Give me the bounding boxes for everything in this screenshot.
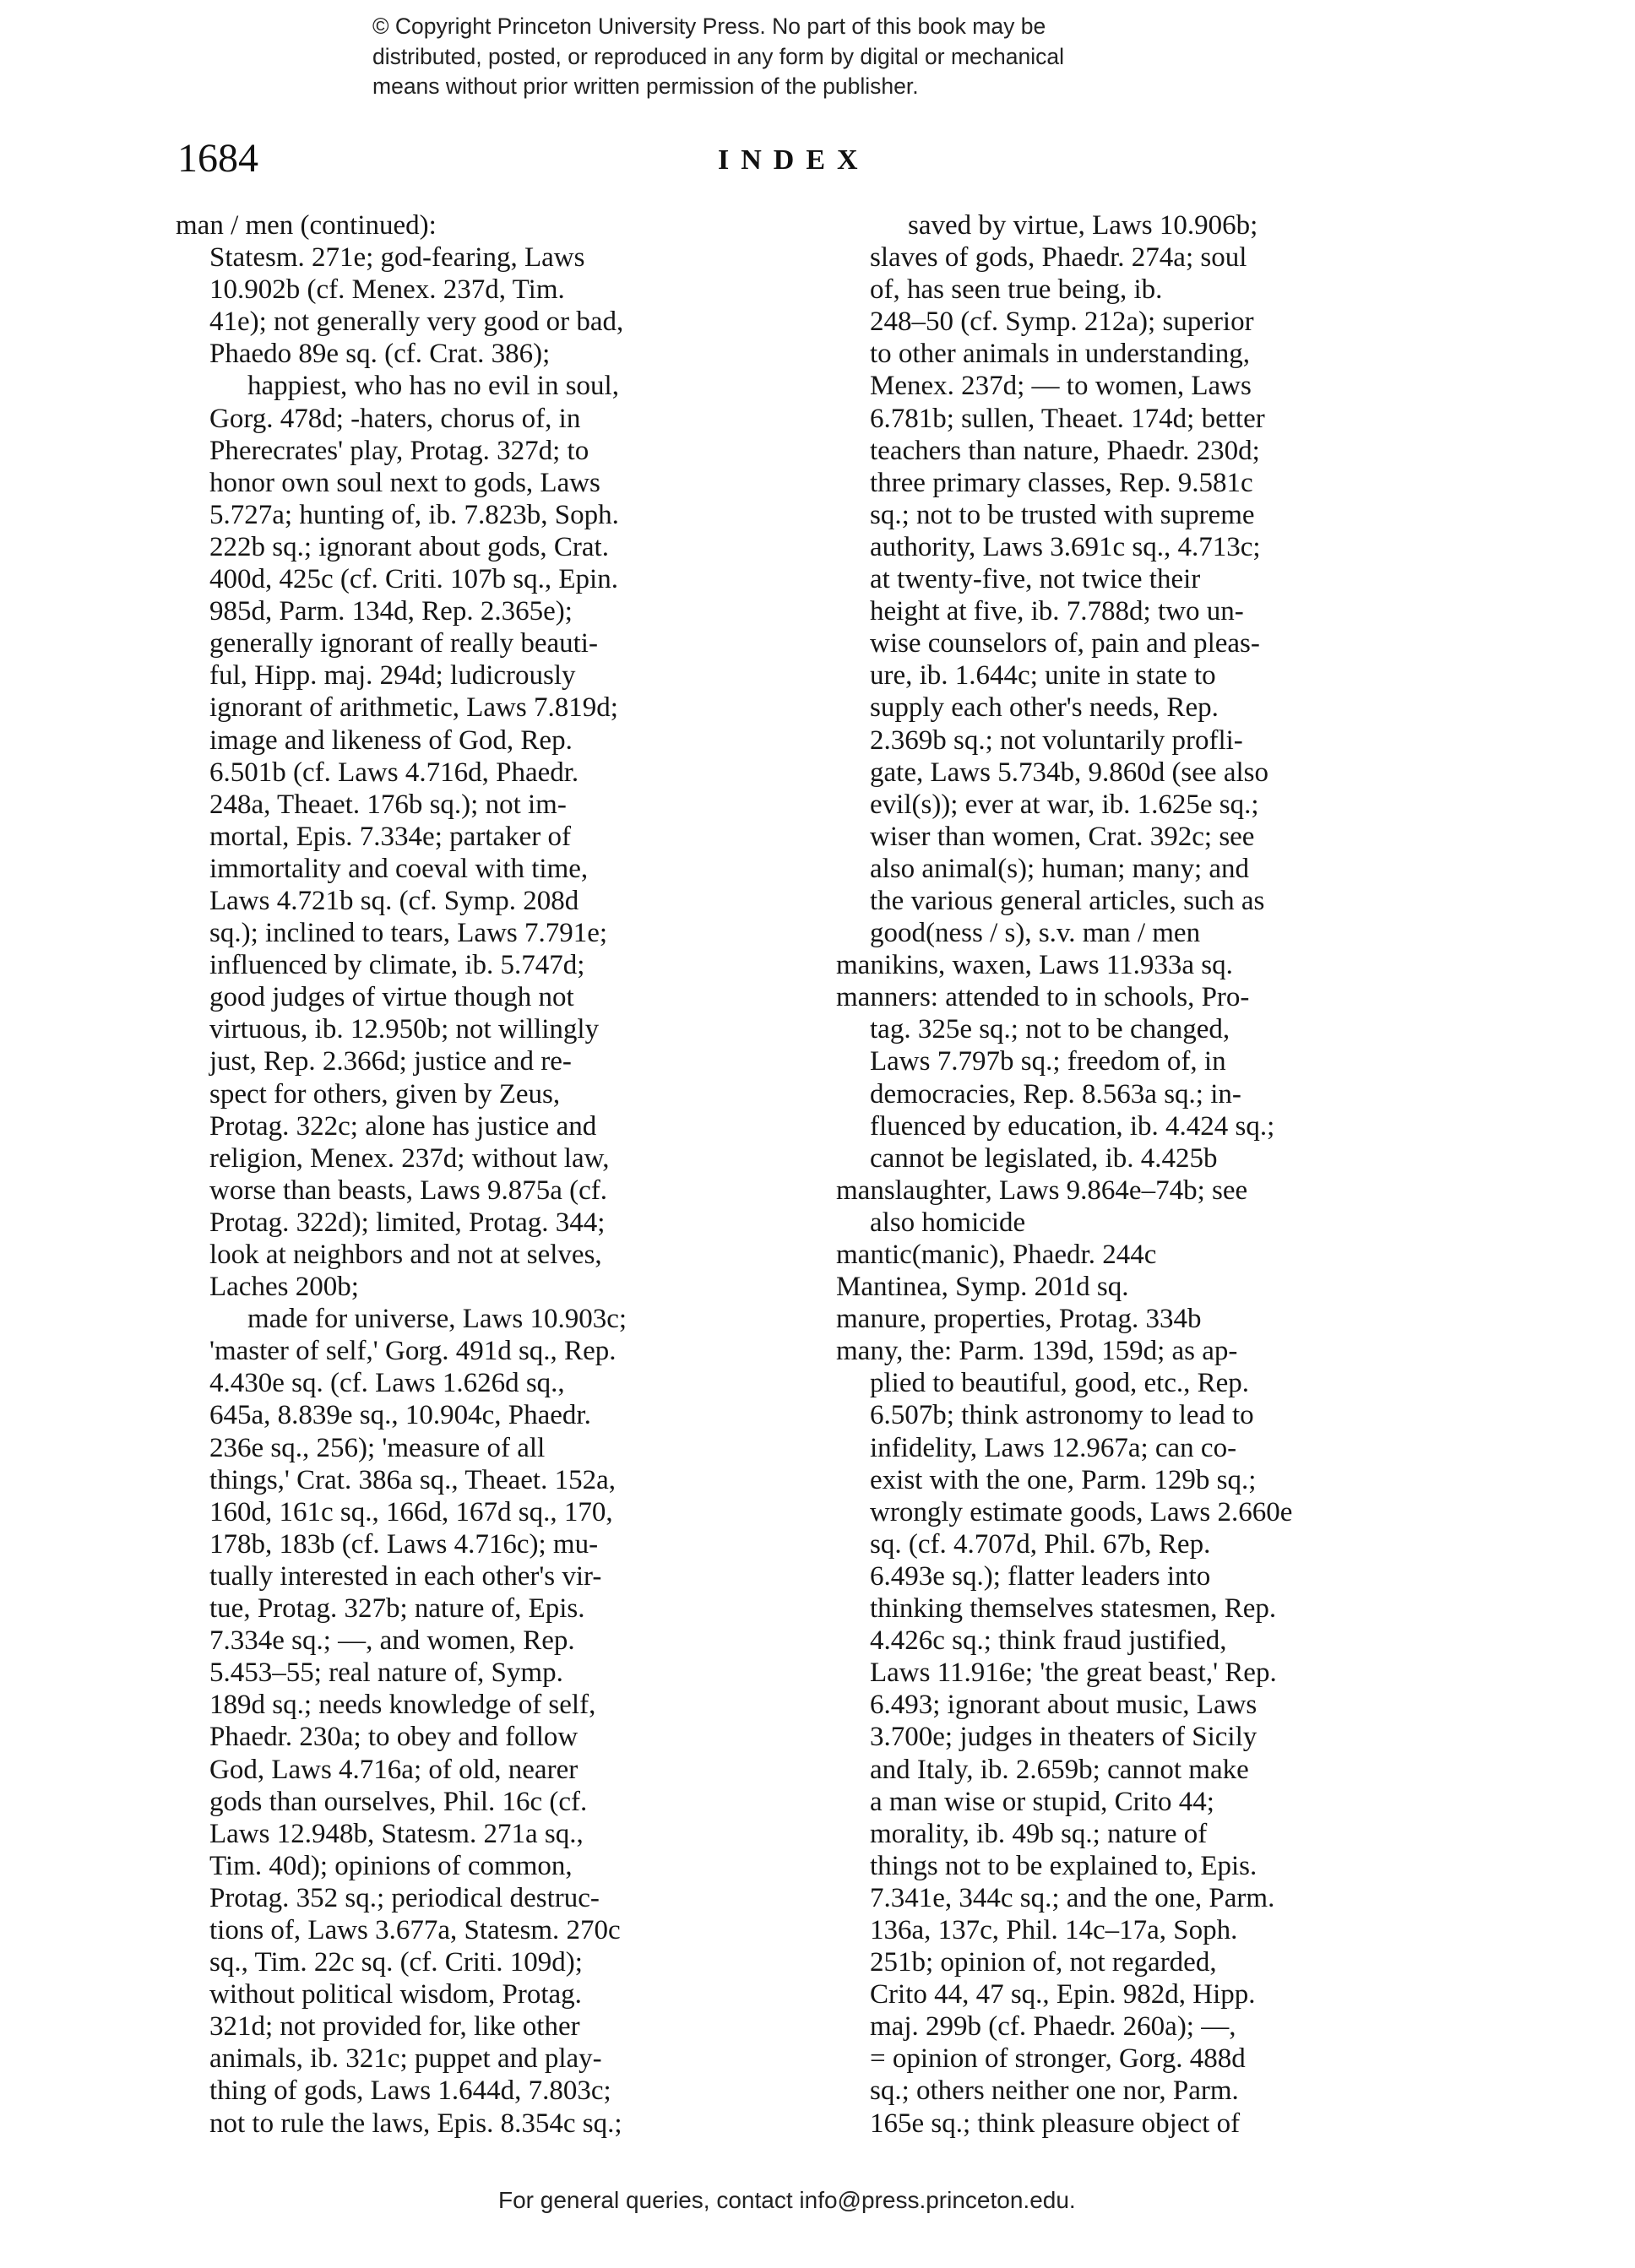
index-line: 5.727a; hunting of, ib. 7.823b, Soph. <box>209 499 619 530</box>
index-line: thing of gods, Laws 1.644d, 7.803c; <box>209 2075 611 2107</box>
index-line: 4.430e sq. (cf. Laws 1.626d sq., <box>209 1368 565 1399</box>
index-line: things not to be explained to, Epis. <box>870 1850 1257 1881</box>
index-line: ful, Hipp. maj. 294d; ludicrously <box>209 660 576 692</box>
index-line: Menex. 237d; — to women, Laws <box>870 371 1252 402</box>
index-line: plied to beautiful, good, etc., Rep. <box>870 1368 1250 1399</box>
index-line: wise counselors of, pain and pleas- <box>870 628 1260 659</box>
index-line: evil(s)); ever at war, ib. 1.625e sq.; <box>870 789 1259 820</box>
index-line: morality, ib. 49b sq.; nature of <box>870 1818 1208 1849</box>
index-line: tions of, Laws 3.677a, Statesm. 270c <box>209 1914 621 1945</box>
index-line: Crito 44, 47 sq., Epin. 982d, Hipp. <box>870 1979 1256 2010</box>
index-line: mantic(manic), Phaedr. 244c <box>836 1240 1157 1270</box>
copyright-line: distributed, posted, or reproduced in any form by digital or mechanical <box>372 43 1064 69</box>
index-line: worse than beasts, Laws 9.875a (cf. <box>209 1175 608 1206</box>
index-line: gate, Laws 5.734b, 9.860d (see also <box>870 757 1268 788</box>
index-line: of, has seen true being, ib. <box>870 274 1163 306</box>
index-line: thinking themselves statesmen, Rep. <box>870 1593 1277 1625</box>
index-line: saved by virtue, Laws 10.906b; <box>908 210 1258 241</box>
index-line: look at neighbors and not at selves, <box>209 1240 602 1270</box>
index-line: authority, Laws 3.691c sq., 4.713c; <box>870 531 1261 562</box>
index-line: Statesm. 271e; god-fearing, Laws <box>209 242 585 274</box>
index-line: tue, Protag. 327b; nature of, Epis. <box>209 1593 585 1625</box>
index-line: 248–50 (cf. Symp. 212a); superior <box>870 307 1254 338</box>
index-line: 6.781b; sullen, Theaet. 174d; better <box>870 403 1265 434</box>
index-line: gods than ourselves, Phil. 16c (cf. <box>209 1786 588 1817</box>
index-column-right <box>836 209 1457 2140</box>
index-line: sq., Tim. 22c sq. (cf. Criti. 109d); <box>209 1947 583 1978</box>
index-line: fluenced by education, ib. 4.424 sq.; <box>870 1110 1275 1142</box>
index-line: 178b, 183b (cf. Laws 4.716c); mu- <box>209 1528 599 1560</box>
index-line: 6.501b (cf. Laws 4.716d, Phaedr. <box>209 757 579 788</box>
footer-contact: For general queries, contact info@press.princeton.edu. <box>498 2187 1076 2213</box>
index-line: to other animals in understanding, <box>870 339 1250 370</box>
index-line: sq.); inclined to tears, Laws 7.791e; <box>209 918 608 949</box>
index-line: 6.493e sq.); flatter leaders into <box>870 1560 1211 1592</box>
index-line: made for universe, Laws 10.903c; <box>247 1304 627 1335</box>
index-line: Gorg. 478d; -haters, chorus of, in <box>209 403 581 434</box>
index-line: Laws 12.948b, Statesm. 271a sq., <box>209 1818 584 1849</box>
index-line: sq. (cf. 4.707d, Phil. 67b, Rep. <box>870 1528 1211 1560</box>
index-line: Mantinea, Symp. 201d sq. <box>836 1272 1129 1303</box>
index-line: Laws 11.916e; 'the great beast,' Rep. <box>870 1658 1277 1689</box>
index-line: three primary classes, Rep. 9.581c <box>870 467 1253 498</box>
index-line: virtuous, ib. 12.950b; not willingly <box>209 1014 600 1045</box>
index-line: sq.; not to be trusted with supreme <box>870 499 1255 530</box>
index-line: things,' Crat. 386a sq., Theaet. 152a, <box>209 1464 616 1495</box>
index-line: maj. 299b (cf. Phaedr. 260a); —, <box>870 2011 1236 2043</box>
index-line: 3.700e; judges in theaters of Sicily <box>870 1722 1257 1753</box>
index-line: and Italy, ib. 2.659b; cannot make <box>870 1754 1249 1785</box>
index-line: sq.; others neither one nor, Parm. <box>870 2075 1239 2107</box>
index-line: 5.453–55; real nature of, Symp. <box>209 1658 563 1689</box>
index-line: 6.493; ignorant about music, Laws <box>870 1690 1257 1721</box>
index-line: 2.369b sq.; not voluntarily profli- <box>870 724 1243 756</box>
index-line: good judges of virtue though not <box>209 982 574 1013</box>
index-line: Laws 4.721b sq. (cf. Symp. 208d <box>209 885 579 916</box>
index-line: 236e sq., 256); 'measure of all <box>209 1432 546 1463</box>
index-line: a man wise or stupid, Crito 44; <box>870 1786 1214 1817</box>
copyright-notice <box>372 12 1217 102</box>
index-line: democracies, Rep. 8.563a sq.; in- <box>870 1078 1241 1110</box>
index-line: Laws 7.797b sq.; freedom of, in <box>870 1046 1226 1077</box>
index-line: slaves of gods, Phaedr. 274a; soul <box>870 242 1247 274</box>
index-line: good(ness / s), s.v. man / men <box>870 918 1201 949</box>
index-line: 165e sq.; think pleasure object of <box>870 2108 1241 2139</box>
index-line: Protag. 352 sq.; periodical destruc- <box>209 1882 600 1913</box>
index-line: Phaedr. 230a; to obey and follow <box>209 1722 578 1753</box>
index-line: Protag. 322c; alone has justice and <box>209 1110 597 1142</box>
index-line: 7.341e, 344c sq.; and the one, Parm. <box>870 1882 1275 1913</box>
index-line: influenced by climate, ib. 5.747d; <box>209 950 585 981</box>
copyright-line: means without prior written permission of the publisher. <box>372 73 919 99</box>
index-line: 645a, 8.839e sq., 10.904c, Phaedr. <box>209 1400 591 1431</box>
index-line: manslaughter, Laws 9.864e–74b; see <box>836 1175 1248 1206</box>
index-line: Tim. 40d); opinions of common, <box>209 1850 573 1881</box>
index-line: cannot be legislated, ib. 4.425b <box>870 1142 1218 1174</box>
index-line: man / men (continued): <box>176 210 437 241</box>
index-line: infidelity, Laws 12.967a; can co- <box>870 1432 1237 1463</box>
index-line: generally ignorant of really beauti- <box>209 628 598 659</box>
index-line: 400d, 425c (cf. Criti. 107b sq., Epin. <box>209 564 618 595</box>
index-line: 6.507b; think astronomy to lead to <box>870 1400 1254 1431</box>
index-line: 4.426c sq.; think fraud justified, <box>870 1625 1227 1657</box>
running-head: INDEX <box>718 144 870 176</box>
index-line: 136a, 137c, Phil. 14c–17a, Soph. <box>870 1914 1238 1945</box>
index-line: wiser than women, Crat. 392c; see <box>870 821 1255 852</box>
index-line: Phaedo 89e sq. (cf. Crat. 386); <box>209 339 551 370</box>
index-line: 7.334e sq.; —, and women, Rep. <box>209 1625 575 1657</box>
index-line: 222b sq.; ignorant about gods, Crat. <box>209 531 609 562</box>
copyright-line: © Copyright Princeton University Press. No part of this book may be <box>372 14 1046 39</box>
index-line: manikins, waxen, Laws 11.933a sq. <box>836 950 1233 981</box>
index-line: just, Rep. 2.366d; justice and re- <box>209 1046 572 1077</box>
index-line: also homicide <box>870 1207 1026 1238</box>
index-line: happiest, who has no evil in soul, <box>247 371 619 402</box>
index-line: many, the: Parm. 139d, 159d; as ap- <box>836 1336 1238 1367</box>
page-number: 1684 <box>177 136 258 181</box>
index-line: = opinion of stronger, Gorg. 488d <box>870 2043 1246 2075</box>
index-line: 251b; opinion of, not regarded, <box>870 1947 1217 1978</box>
index-column-left <box>176 209 784 2140</box>
index-line: image and likeness of God, Rep. <box>209 724 573 756</box>
index-line: 'master of self,' Gorg. 491d sq., Rep. <box>209 1336 617 1367</box>
index-line: 10.902b (cf. Menex. 237d, Tim. <box>209 274 565 306</box>
index-line: 248a, Theaet. 176b sq.); not im- <box>209 789 567 820</box>
index-line: religion, Menex. 237d; without law, <box>209 1142 610 1174</box>
index-line: tag. 325e sq.; not to be changed, <box>870 1014 1230 1045</box>
index-line: exist with the one, Parm. 129b sq.; <box>870 1464 1257 1495</box>
index-line: 985d, Parm. 134d, Rep. 2.365e); <box>209 596 573 627</box>
index-line: not to rule the laws, Epis. 8.354c sq.; <box>209 2108 622 2139</box>
index-line: height at five, ib. 7.788d; two un- <box>870 596 1244 627</box>
index-line: God, Laws 4.716a; of old, nearer <box>209 1754 578 1785</box>
index-line: animals, ib. 321c; puppet and play- <box>209 2043 602 2075</box>
index-line: spect for others, given by Zeus, <box>209 1078 561 1110</box>
index-line: at twenty-five, not twice their <box>870 564 1201 595</box>
index-line: tually interested in each other's vir- <box>209 1560 602 1592</box>
index-line: manners: attended to in schools, Pro- <box>836 982 1250 1013</box>
index-line: 41e); not generally very good or bad, <box>209 307 624 338</box>
index-line: ignorant of arithmetic, Laws 7.819d; <box>209 692 618 724</box>
index-line: Laches 200b; <box>209 1272 359 1303</box>
index-line: supply each other's needs, Rep. <box>870 692 1219 724</box>
index-line: without political wisdom, Protag. <box>209 1979 582 2010</box>
index-line: honor own soul next to gods, Laws <box>209 467 600 498</box>
index-line: immortality and coeval with time, <box>209 853 589 884</box>
index-line: teachers than nature, Phaedr. 230d; <box>870 435 1260 466</box>
index-line: wrongly estimate goods, Laws 2.660e <box>870 1496 1293 1527</box>
index-line: 189d sq.; needs knowledge of self, <box>209 1690 596 1721</box>
index-line: 321d; not provided for, like other <box>209 2011 580 2043</box>
index-line: 160d, 161c sq., 166d, 167d sq., 170, <box>209 1496 613 1527</box>
index-line: Protag. 322d); limited, Protag. 344; <box>209 1207 606 1238</box>
index-line: manure, properties, Protag. 334b <box>836 1304 1202 1335</box>
index-line: ure, ib. 1.644c; unite in state to <box>870 660 1216 692</box>
index-line: mortal, Epis. 7.334e; partaker of <box>209 821 571 852</box>
index-line: the various general articles, such as <box>870 885 1265 916</box>
index-line: also animal(s); human; many; and <box>870 853 1250 884</box>
index-line: Pherecrates' play, Protag. 327d; to <box>209 435 589 466</box>
